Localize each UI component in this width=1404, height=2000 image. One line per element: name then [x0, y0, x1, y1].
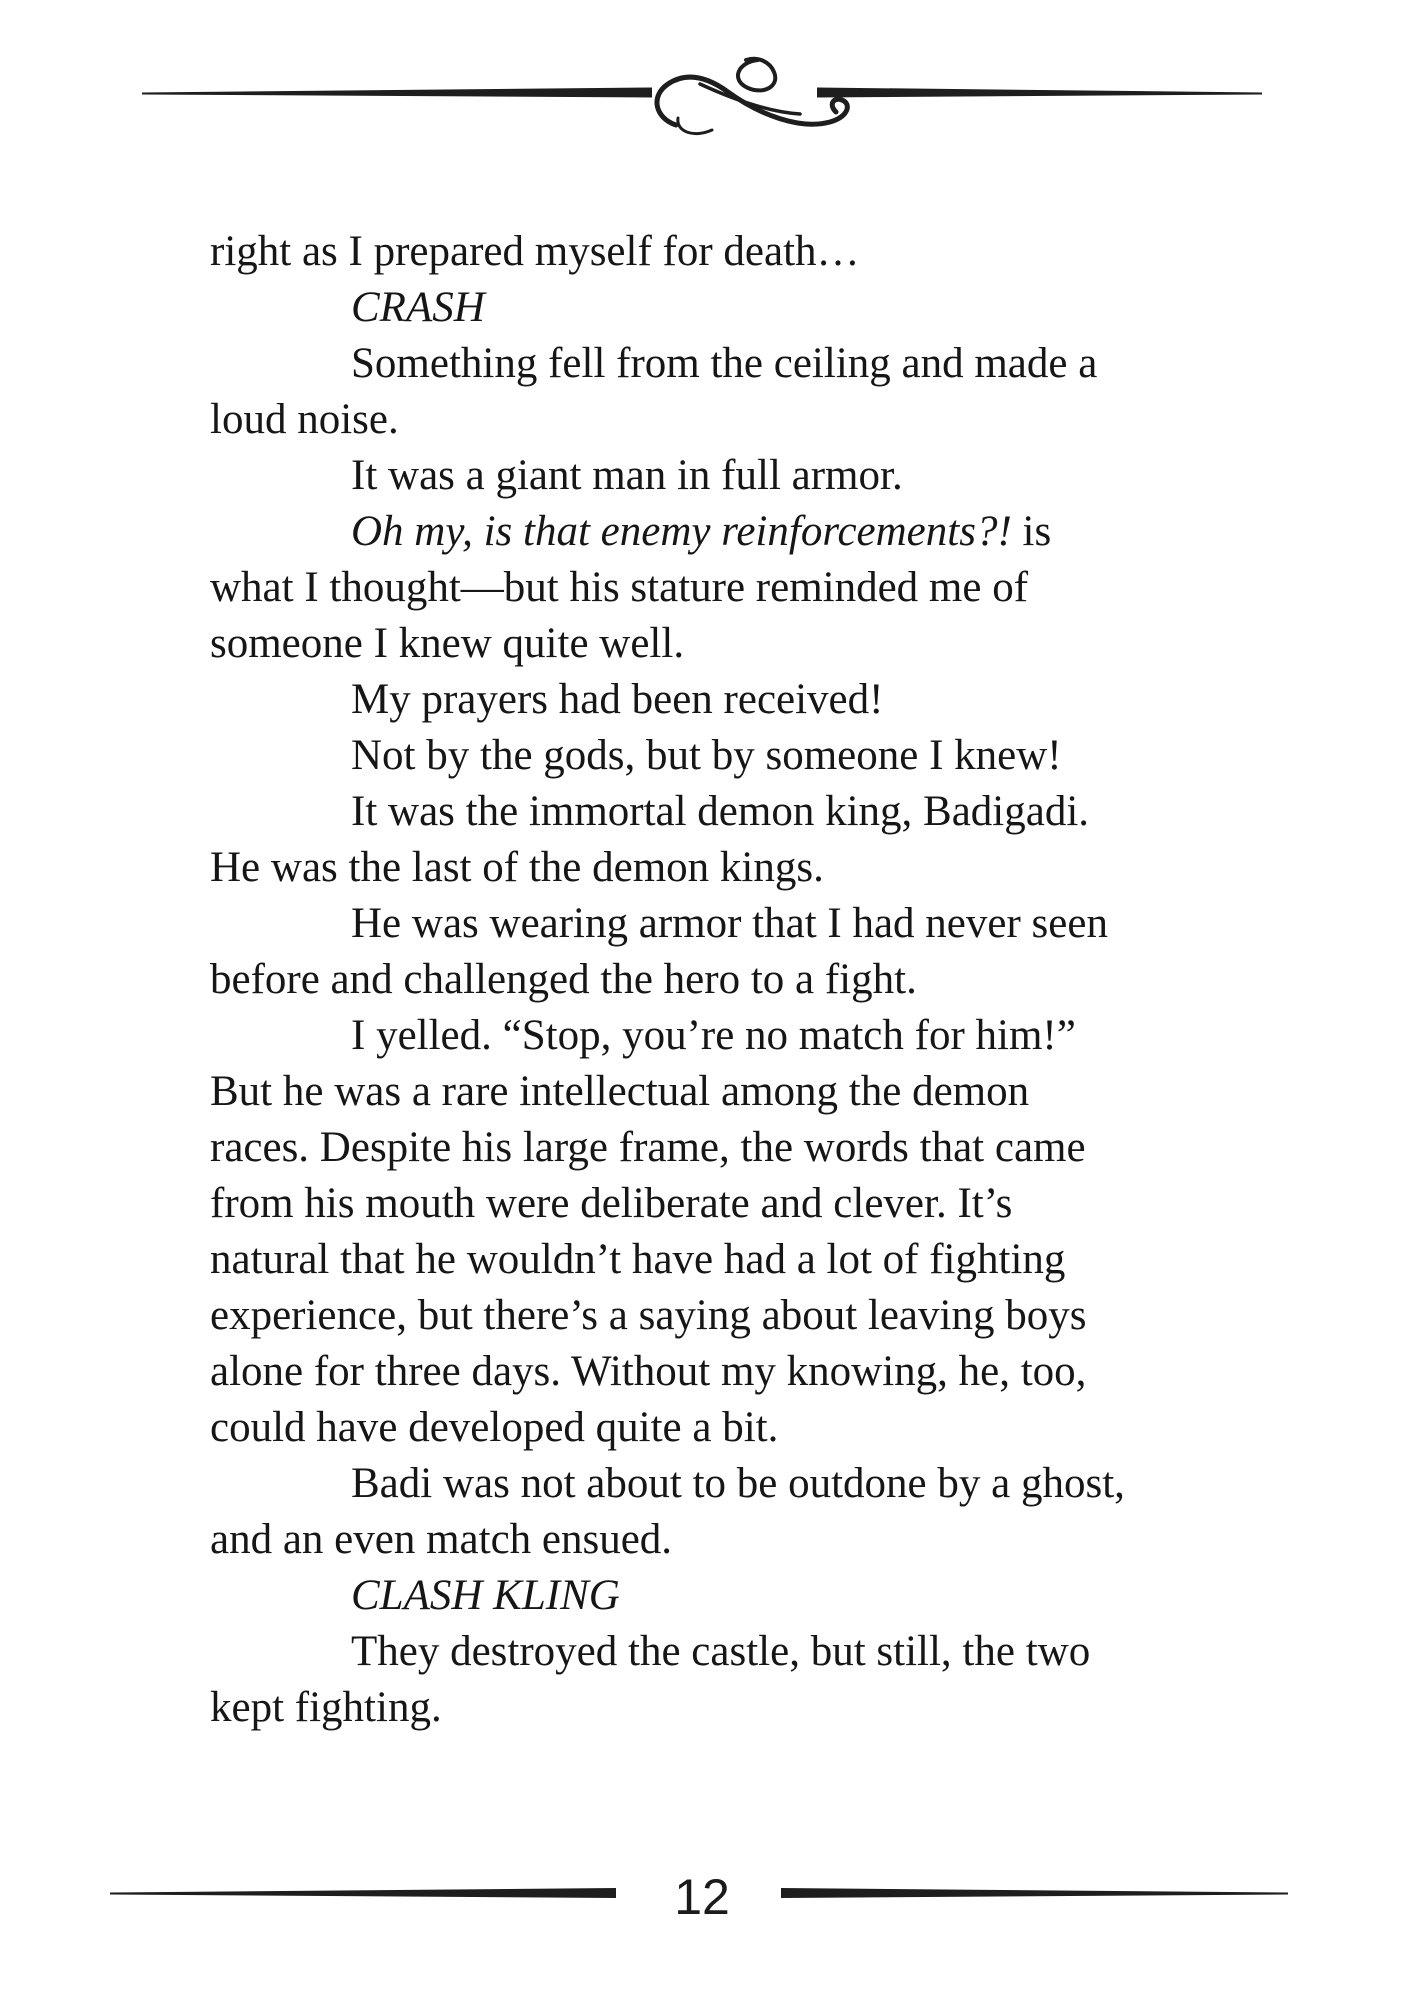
text-line: [210, 672, 1170, 728]
text-segment: and an even match ensued.: [210, 1516, 673, 1563]
text-line: [210, 1176, 1170, 1232]
text-segment: CRASH: [351, 284, 485, 331]
text-segment: loud noise.: [210, 396, 399, 443]
text-line: [210, 952, 1170, 1008]
text-line: [210, 504, 1170, 560]
text-line: [210, 1680, 1170, 1736]
text-segment: My prayers had been received!: [351, 676, 884, 723]
text-line: [210, 1400, 1170, 1456]
text-line: [210, 224, 1170, 280]
text-segment: is: [1011, 508, 1052, 555]
text-line: [210, 784, 1170, 840]
text-segment: before and challenged the hero to a fight.: [210, 956, 917, 1003]
body-text: [210, 224, 1170, 1736]
text-line: [210, 1344, 1170, 1400]
text-line: [210, 1624, 1170, 1680]
text-segment: Something fell from the ceiling and made a: [351, 340, 1098, 387]
header-divider: [0, 0, 1404, 160]
text-line: [210, 1120, 1170, 1176]
text-line: [210, 280, 1170, 336]
text-segment: natural that he wouldn’t have had a lot of fighting: [210, 1236, 1066, 1283]
text-segment: But he was a rare intellectual among the demon: [210, 1068, 1030, 1115]
text-line: [210, 336, 1170, 392]
text-line: [210, 392, 1170, 448]
text-segment: races. Despite his large frame, the words that came: [210, 1124, 1086, 1171]
text-line: [210, 1232, 1170, 1288]
text-segment: someone I knew quite well.: [210, 620, 685, 667]
text-line: [210, 896, 1170, 952]
text-line: [210, 1456, 1170, 1512]
text-segment: alone for three days. Without my knowing, he, too,: [210, 1348, 1087, 1395]
text-segment: Oh my, is that enemy reinforcements?!: [351, 508, 1012, 555]
text-segment: He was wearing armor that I had never seen: [351, 900, 1108, 947]
text-segment: what I thought—but his stature reminded me of: [210, 564, 1029, 611]
text-line: [210, 560, 1170, 616]
text-line: [210, 448, 1170, 504]
text-segment: from his mouth were deliberate and clever. It’s: [210, 1180, 1013, 1227]
text-segment: Not by the gods, but by someone I knew!: [351, 732, 1062, 779]
text-line: [210, 1064, 1170, 1120]
text-line: [210, 1008, 1170, 1064]
text-line: [210, 840, 1170, 896]
text-segment: Badi was not about to be outdone by a ghost,: [351, 1460, 1125, 1507]
text-segment: He was the last of the demon kings.: [210, 844, 824, 891]
text-line: [210, 1288, 1170, 1344]
text-segment: It was the immortal demon king, Badigadi.: [351, 788, 1090, 835]
text-segment: I yelled. “Stop, you’re no match for him!”: [351, 1012, 1076, 1059]
header-rule-right: [817, 88, 1262, 98]
text-segment: kept fighting.: [210, 1684, 442, 1731]
text-segment: could have developed quite a bit.: [210, 1404, 779, 1451]
header-rule-left: [142, 88, 652, 98]
text-line: [210, 728, 1170, 784]
text-segment: right as I prepared myself for death…: [210, 228, 860, 275]
text-segment: They destroyed the castle, but still, the two: [351, 1628, 1091, 1675]
text-segment: It was a giant man in full armor.: [351, 452, 903, 499]
text-segment: CLASH KLING: [351, 1572, 620, 1619]
page-number: 12: [674, 1869, 730, 1925]
text-line: [210, 1512, 1170, 1568]
text-line: [210, 1568, 1170, 1624]
text-segment: experience, but there’s a saying about leaving boys: [210, 1292, 1087, 1339]
text-line: [210, 616, 1170, 672]
